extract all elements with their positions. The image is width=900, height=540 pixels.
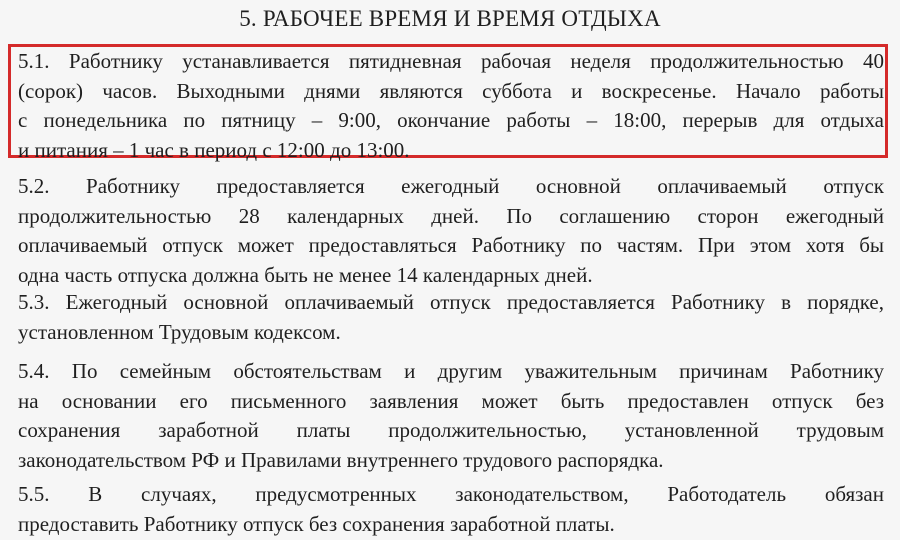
clause-line: на основании его письменного заявления может быть предоставлен отпуск без (18, 388, 884, 413)
clause-line: 5.5. В случаях, предусмотренных законодательством, Работодатель обязан (18, 482, 884, 506)
clause-5-3 (18, 288, 884, 347)
clause-line: сохранения заработной платы продолжительностью, установленной трудовым (18, 418, 884, 442)
clause-line: и питания – 1 час в период с 12:00 до 13:00. (18, 137, 410, 162)
clause-line: 5.3. Ежегодный основной оплачиваемый отпуск предоставляется Работнику в порядке, (18, 290, 884, 314)
clause-line: предоставить Работнику отпуск без сохранения заработной платы. (18, 511, 615, 536)
section-title: 5. РАБОЧЕЕ ВРЕМЯ И ВРЕМЯ ОТДЫХА (239, 6, 661, 31)
clause-line: одна часть отпуска должна быть не менее 14 календарных дней. (18, 262, 593, 287)
clause-5-4 (18, 357, 884, 475)
clause-line: установленном Трудовым кодексом. (18, 319, 341, 344)
clause-line: 5.2. Работнику предоставляется ежегодный основной оплачиваемый отпуск (18, 174, 884, 198)
clause-line: 5.1. Работнику устанавливается пятидневная рабочая неделя продолжительностью 40 (18, 49, 884, 73)
clause-line: продолжительностью 28 календарных дней. По соглашению сторон ежегодный (18, 203, 884, 228)
clause-line: (сорок) часов. Выходными днями являются суббота и воскресенье. Начало работы (18, 78, 884, 103)
clause-line: 5.4. По семейным обстоятельствам и другим уважительным причинам Работнику (18, 359, 884, 383)
clause-line: с понедельника по пятницу – 9:00, окончание работы – 18:00, перерыв для отдыха (18, 108, 884, 132)
clause-line: оплачиваемый отпуск может предоставляться Работнику по частям. При этом хотя бы (18, 233, 884, 257)
clause-5-5 (18, 480, 884, 539)
clause-line: законодательством РФ и Правилами внутреннего трудового распорядка. (18, 447, 664, 472)
clause-5-2 (18, 172, 884, 290)
clause-5-1 (18, 47, 884, 165)
